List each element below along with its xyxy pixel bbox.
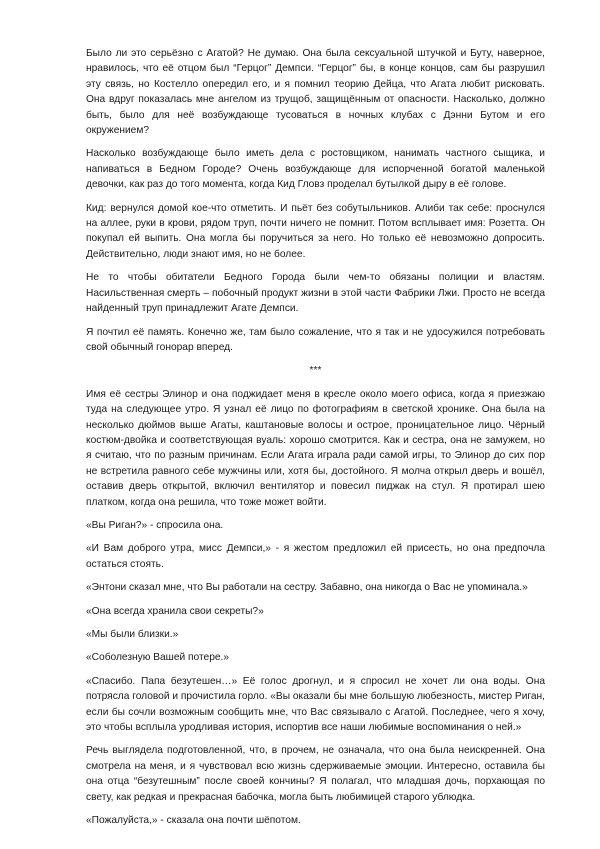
dialogue-line: «Соболезную Вашей потере.»: [86, 652, 230, 664]
paragraph: «Спасибо. Папа безутешен…» Её голос дрогнул, и я спросил не хочет ли она воды. Она потрясла головой и прочистила горло. «Вы оказали бы мне большую любезность, мистер Риган, если бы сочли возможным сообщить мне, что Вас связывало с Агатой. Последнее, чего я хочу, это чтобы всплыла уродливая история, испортив все наши любимые воспоминания о ней.»: [86, 675, 545, 734]
paragraph: Кид: вернулся домой кое-что отметить. И пьёт без собутыльников. Алиби так себе: проснулся на аллее, руки в крови, рядом труп, почти ничего не помнит. Потом всплывает имя: Розетта. Он покупал ей выпить. Она могла бы поручиться за него. Но только её невозможно допросить. Действительно, люди знают имя, но не более.: [86, 202, 545, 260]
dialogue-line: «Пожалуйста,» - сказала она почти шёпотом.: [86, 815, 301, 827]
paragraph: Не то чтобы обитатели Бедного Города были чем-то обязаны полиции и властям. Насильственная смерть – побочный продукт жизни в этой части Фабрики Лжи. Просто не всегда найденный труп принадлежит Агате Демпси.: [86, 272, 545, 315]
paragraph: Я почтил её память. Конечно же, там было сожаление, что я так и не удосужился потребовать свой обычный гонорар вперед.: [86, 326, 545, 353]
dialogue-line: «Вы Риган?» - спросила она.: [86, 519, 224, 531]
paragraph: Насколько возбуждающе было иметь дела с ростовщиком, нанимать частного сыщика, и напиваться в Бедном Городе? Очень возбуждающе для испорченной богатой маленькой девочки, как раз до того момента, когда Кид Гловз проделал бутылкой дыру в её голове.: [86, 148, 545, 191]
dialogue-line: «Мы были близки.»: [86, 629, 179, 640]
paragraph: Имя её сестры Элинор и она поджидает меня в кресле около моего офиса, когда я приезжаю туда на следующее утро. Я узнал её лицо по фотографиям в светской хронике. Она была на несколько дюймов выше Агаты, каштановые волосы и острое, проницательное лицо. Чёрный костюм-двойка и соответствующая вуаль: хорошо смотрится. Как и сестра, она не замужем, но я считаю, что по разным причинам. Если Агата играла ради самой игры, то Элинор до сих пор не встретила равного себе мужчины или, хотя бы, достойного. Я молча открыл дверь и вошёл, оставив дверь открытой, включил вентилятор и повесил пиджак на стул. Я протирал шею платком, когда она решила, что тоже может войти.: [86, 388, 545, 508]
paragraph: Было ли это серьёзно с Агатой? Не думаю. Она была сексуальной штучкой и Буту, наверное, нравилось, что её отцом был “Герцог” Демпси. “Герцог” бы, в конце концов, сам бы разрушил эту связь, но Костелло опередил его, и я помнил теорию Дейца, что Агата любит рисковать. Она вдруг показалась мне ангелом из трущоб, защищённым от опасности. Насколько, должно быть, было для неё возбуждающе тусоваться в ночных клубах с Дэнни Бутом и его окружением?: [86, 48, 545, 137]
dialogue-line: «Она всегда хранила свои секреты?»: [86, 605, 264, 617]
dialogue-line: «И Вам доброго утра, мисс Демпси,» - я жестом предложил ей присесть, но она предпочла остаться стоять.: [86, 543, 545, 570]
section-separator: ***: [309, 365, 322, 377]
dialogue-line: «Энтони сказал мне, что Вы работали на сестру. Забавно, она никогда о Вас не упоминала.»: [86, 582, 528, 594]
paragraph: Речь выглядела подготовленной, что, в прочем, не означала, что она была неискренней. Она смотрела на меня, и я чувствовал всю жизнь сдерживаемые эмоции. Интересно, оставила бы она отца “безутешным” после своей кончины? Я полагал, что младшая дочь, порхающая по свету, как редкая и прекрасная бабочка, могла быть любимицей старого ублюдка.: [86, 745, 545, 803]
